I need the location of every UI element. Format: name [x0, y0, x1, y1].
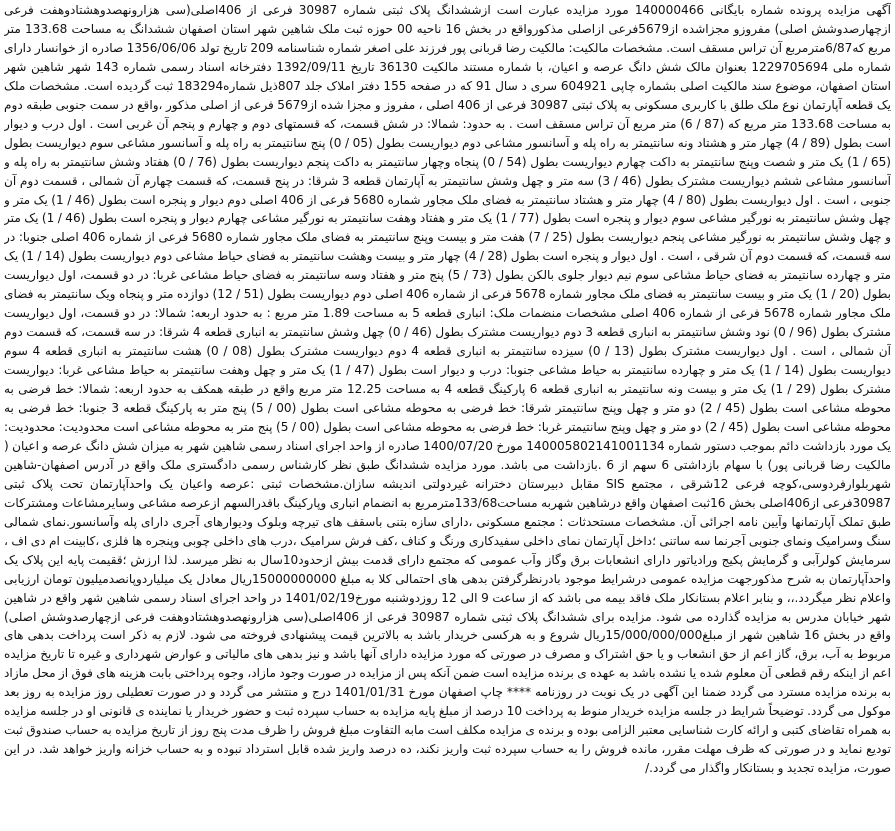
auction-notice	[4, 1, 891, 829]
auction-notice-body: آگهی مزایده پرونده شماره بایگانی 140000466 مورد مزایده عبارت است ازششدانگ پلاک ثبتی شماره 30987 فرعی از 406اصلی(سی هزارونهصدوهشتادوهفت فرعی ازچهارصدوشش اصلی) مفروزو مجزاشده از5679فرعی ازاصلی مذکورواقع در بخش 16 ناحیه 00 حوزه ثبت ملک شاهین شهر استان اصفهان ششدانگ به مساحت 133.68 متر مربع که6/87مترمربع آن تراس مسقف است. مشخصات مالکیت: مالکیت رضا قربانی پور فرزند علی اصغر شماره شناسنامه 209 تاریخ تولد 1356/06/06 صادره از خوانسار دارای شماره ملی 1229705694 بعنوان مالک شش دانگ عرصه و اعیان، با شماره مستند مالکیت 36130 تاریخ 1392/09/11 دفترخانه اسناد رسمی شماره 143 شهر شاهین شهر استان اصفهان، موضوع سند مالکیت اصلی بشماره چاپی 604921 سری د سال 91 که در صفحه 155 دفتر املاک جلد 807ذیل شماره183294 ثبت گردیده است. مشخصات ملک یک قطعه آپارتمان نوع ملک طلق با کاربری مسکونی به پلاک ثبتی 30987 فرعی از 406 اصلی ، مفروز و مجزا شده از5679 فرعی از اصلی مذکور ،واقع در سمت جنوبی طبقه دوم به مساحت 133.68 متر مربع که (87 / 6) متر مربع آن تراس مسقف است . به حدود: شمالا: در شش قسمت، که قسمتهای دوم و چهارم و پنجم آن غربی است . اول درب و دیوار است بطول (89 / 4) چهار متر و هشتاد ونه سانتیمتر به راه پله و آسانسور مشاعی دوم دیواریست بطول (05 / 0) پنج سانتیمتر به راه پله و آسانسور مشاعی سوم دیواریست بطول (65 / 1) یک متر و شصت وپنج سانتیمتر به داکت چهارم دیواریست بطول (54 / 0) پنجاه وچهار سانتیمتر به داکت پنجم دیواریست بطول (76 / 0) هفتاد وشش سانتیمتر به راه پله و آسانسور مشاعی ششم دیواریست مشترک بطول (46 / 3) سه متر و چهل وشش سانتیمتر به آپارتمان قطعه 3 شرقا: در پنج قسمت، که قسمت چهارم آن شمالی ، قسمت دوم آن جنوبی ، است . اول دیواریست بطول (80 / 4) چهار متر و هشتاد سانتیمتر به فضای ملک مجاور شماره 5680 فرعی از 406 اصلی دوم دیوار و پنجره است بطول (46 / 1) یک متر و چهل وشش سانتیمتر به نورگیر مشاعی سوم دیوار و پنجره است بطول (77 / 1) یک متر و هفتاد وهفت سانتیمتر به نورگیر مشاعی چهارم دیوار و پنجره است بطول (46 / 1) یک متر و چهل وشش سانتیمتر به نورگیر مشاعی پنجم دیواریست بطول (25 / 7) هفت متر و بیست وپنج سانتیمتر به فضای ملک مجاور شماره 5680 فرعی از شماره 406 اصلی جنوبا: در سه قسمت، که قسمت دوم آن شرقی ، است . اول دیوار و پنجره است بطول (28 / 4) چهار متر و بیست وهشت سانتیمتر به فضای حیاط مشاعی دوم دیواریست بطول (14 / 1) یک متر و چهارده سانتیمتر به فضای حیاط مشاعی سوم نیم دیوار جلوی بالکن بطول (73 / 5) پنج متر و هفتاد وسه سانتیمتر به فضای حیاط مشاعی غربا: در دو قسمت، اول دیواریست بطول (20 / 1) یک متر و بیست سانتیمتر به فضای ملک مجاور شماره 5678 فرعی از شماره 406 اصلی دوم دیواریست بطول (51 / 12) دوازده متر و پنجاه ویک سانتیمتر به فضای ملک مجاور شماره 5678 فرعی از شماره 406 اصلی مشخصات منضمات ملک: انباری قطعه 5 به مساحت 1.89 متر مربع : به حدود اربعه: شمالا: در دو قسمت، اول دیواریست مشترک بطول (96 / 0) نود وشش سانتیمتر به انباری قطعه 3 دوم دیواریست مشترک بطول (46 / 0) چهل وشش سانتیمتر به انباری قطعه 4 شرقا: در سه قسمت، که قسمت دوم آن شمالی ، است . اول دیواریست مشترک بطول (13 / 0) سیزده سانتیمتر به انباری قطعه 4 دوم دیواریست مشترک بطول (08 / 0) هشت سانتیمتر به انباری قطعه 4 سوم دیواریست بطول (14 / 1) یک متر و چهارده سانتیمتر به حیاط مشاعی جنوبا: درب و دیوار است بطول (47 / 1) یک متر و چهل وهفت سانتیمتر به حیاط مشاعی غربا: دیواریست مشترک بطول (29 / 1) یک متر و بیست ونه سانتیمتر به انباری قطعه 6 پارکینگ قطعه 4 به مساحت 12.25 متر مربع واقع در طبقه همکف به حدود اربعه: شمالا: خط فرضی به محوطه مشاعی است بطول (45 / 2) دو متر و چهل وپنج سانتیمتر شرقا: خط فرضی به محوطه مشاعی است بطول (00 / 5) پنج متر به پارکینگ قطعه 3 جنوبا: خط فرضی به محوطه مشاعی است بطول (45 / 2) دو متر و چهل وپنج سانتیمتر غربا: خط فرضی به محوطه مشاعی است بطول (00 / 5) پنج متر به محوطه مشاعی است محدودیت: محدودیت: یک مورد بازداشت دائم بموجب دستور شماره 140005802141001134 مورخ 1400/07/20 صادره از واحد اجرای اسناد رسمی شاهین شهر به میزان شش دانگ عرصه و اعیان ( مالکیت رضا قربانی پور) با سهام بازداشتی 6 سهم از 6 .بازداشت می باشد. مورد مزایده ششدانگ طبق نظر کارشناس رسمی دادگستری ملک واقع در آدرس اصفهان-شاهین شهربلوارفردوسی،کوچه فرعی 12شرقی ، مجتمع SIS مقابل دبیرستان دخترانه غیردولتی اندیشه سازان.مشخصات ثبتی :عرصه واعیان یک واحدآپارتمان تحت پلاک ثبتی 30987فرعی از406اصلی بخش 16ثبت اصفهان واقع درشاهین شهربه مساحت133/68مترمربع به انضمام انباری وپارکینگ باقدرالسهم ازعرصه مشاعی وسایرمشاعات ومشترکات طبق تملک آپارتمانها وآیین نامه اجرائی آن. مشخصات مستحدثات : مجتمع مسکونی ،دارای سازه بتنی باسقف های تیرچه وبلوک ودیوارهای آجری دارای پله وآسانسور.نمای شمالی سنگ وسرامیک ونمای جنوبی آجرنما سه ساتنی ؛داخل آپارتمان نمای داخلی سفیدکاری ورنگ و کناف ،کف فرش سرامیک ،درب های داخلی چوبی وپنجره ها فلزی ،کابینت ام دی اف ، سرمایش کولرآبی و گرمایش پکیج ورادیاتور دارای انشعابات برق وگاز وآب عمومی که مجتمع دارای قدمت بیش ازحدود10سال به نظر میرسد. لذا ارزش ؛ققیمت پایه این پلاک یک واحدآپارتمان به شرح مذکورجهت مزایده عمومی درشرایط موجود بادرنظرگرفتن بدهی های احتمالی کلا به مبلغ 15000000000ریال معادل یک میلیاردوپانصدمیلیون تومان ارزیابی واعلام نظر میگردد.،، و بنابر اعلام بستانکار ملک فاقد بیمه می باشد که از ساعت 9 الی 12 روزدوشنبه مورخ1401/02/19 در واحد اجرای اسناد رسمی شاهین شهر واقع در شاهین شهر خیابان مدرس به مزایده گذارده می شود. مزایده برای ششدانگ پلاک ثبتی شماره 30987 فرعی از 406اصلی(سی هزارونهصدوهشتادوهفت فرعی ازچهارصدوشش اصلی) واقع در بخش 16 شاهین شهر از مبلغ15/000/000/000ریال شروع و به هرکسی خریدار باشد به بالاترین قیمت پیشنهادی فروخته می شود. لازم به ذکر است پرداخت بدهی های مربوط به آب، برق، گاز اعم از حق انشعاب و یا حق اشتراک و مصرف در صورتی که مورد مزایده دارای آنها باشد و نیز بدهی های مالیاتی و عوارض شهرداری و غیره تا تاریخ مزایده اعم از اینکه رقم قطعی آن معلوم شده یا نشده باشد به عهده ی برنده مزایده است ضمن آنکه پس از مزایده در صورت وجود مازاد، وجوه پرداختی بابت هزینه های فوق از محل مازاد به برنده مزایده مسترد می گردد ضمنا این آگهی در یک نوبت در روزنامه **** چاپ اصفهان مورخ 1401/01/31 درج و منتشر می گردد و در صورت تعطیلی روز مزایده به روز بعد موکول می گردد. توضیحاً شرایط در جلسه مزایده خریدار منوط به پرداخت 10 درصد از مبلغ پایه مزایده به حساب سپرده ثبت و حضور خریدار یا نماینده ی قانونی او در جلسه مزایده به همراه تقاضای کتبی و ارائه کارت شناسایی معتبر الزامی بوده و برنده ی مزایده مکلف است مابه التفاوت مبلغ فروش را ظرف مدت پنج روز از تاریخ مزایده به حساب صندوق ثبت تودیع نماید و در صورتی که ظرف مهلت مقرر، مانده فروش را به حساب سپرده ثبت واریز نکند، ده درصد واریز شده قابل استرداد نبوده و به حساب خزانه واریز خواهد شد. در این صورت، مزایده تجدید و بستانکار واگذار می گردد./	[4, 3, 891, 776]
